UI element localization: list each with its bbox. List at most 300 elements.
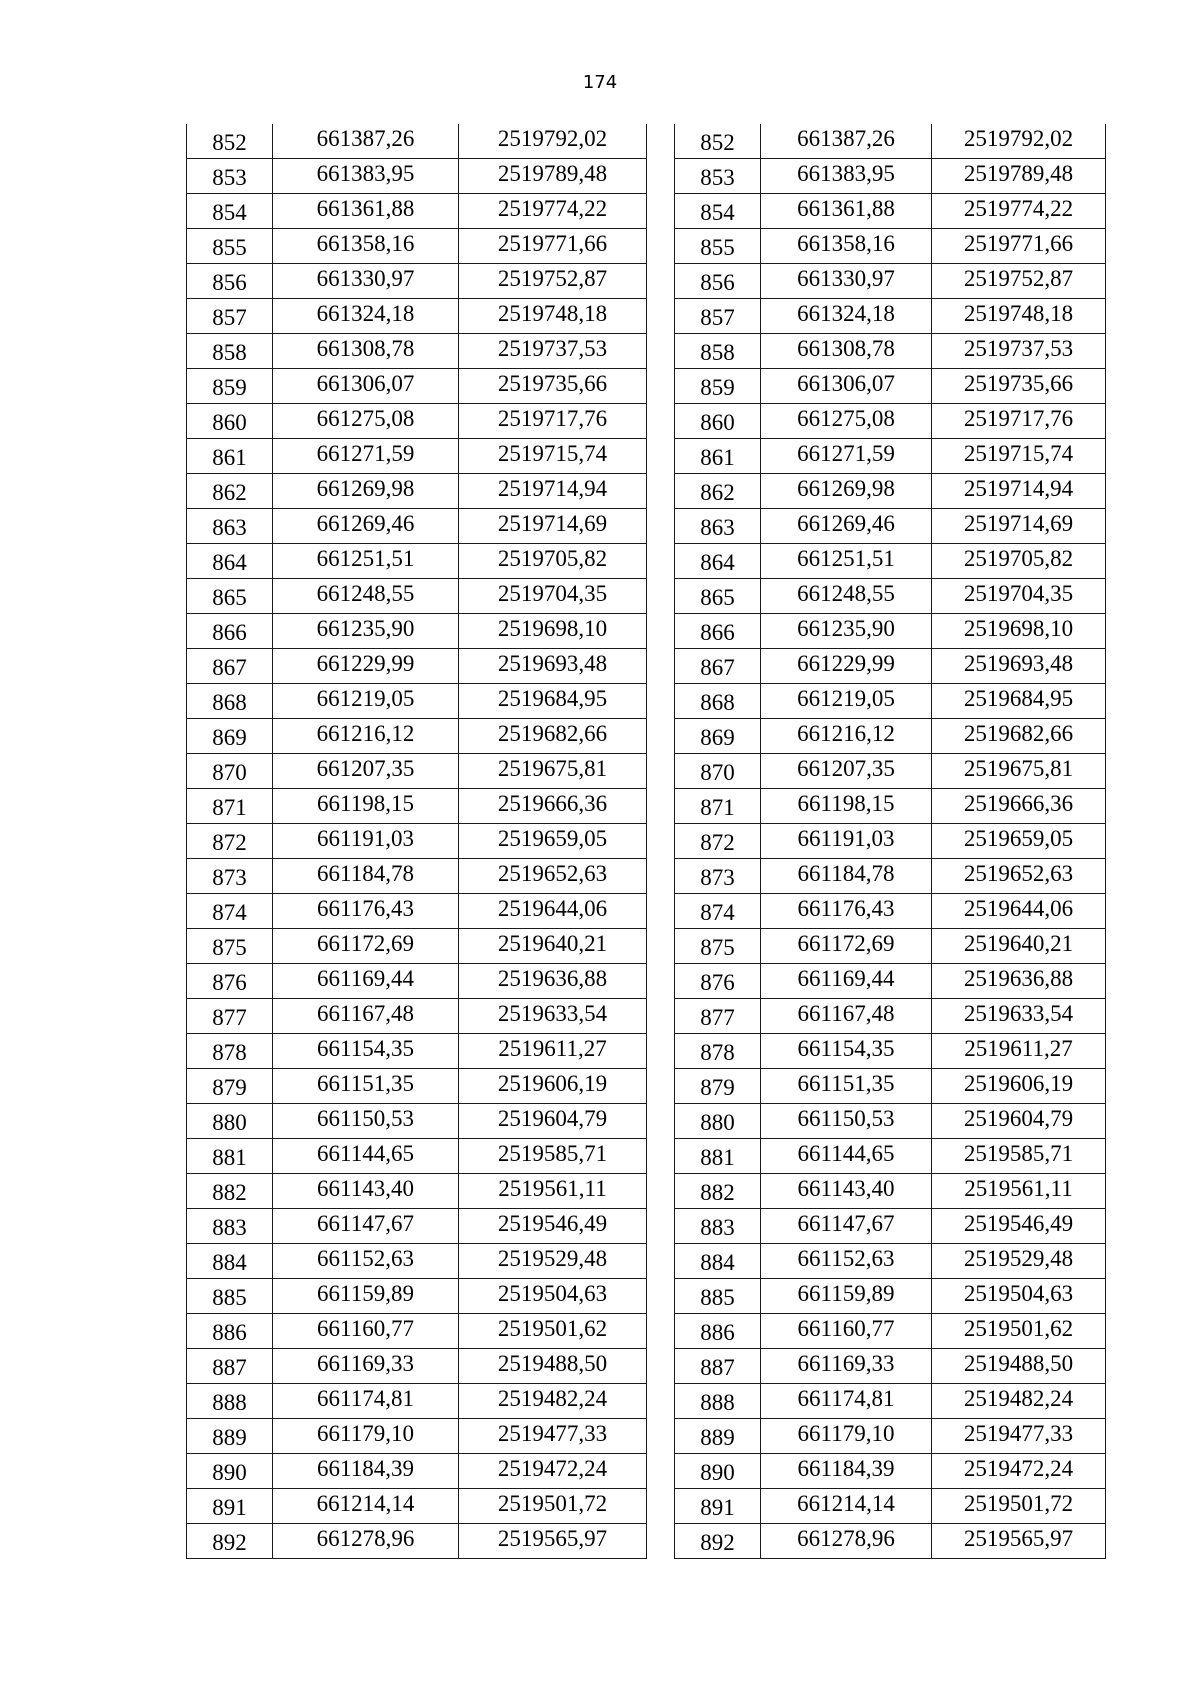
y-coordinate-cell: 2519504,63: [932, 1279, 1106, 1314]
table-body-left: [187, 124, 647, 1559]
y-coordinate-cell: 2519472,24: [459, 1454, 647, 1489]
table-row: [675, 579, 1106, 614]
point-number-cell: 872: [187, 824, 273, 859]
point-number-cell: 858: [187, 334, 273, 369]
table-row: [187, 894, 647, 929]
x-coordinate-cell: 661184,78: [761, 859, 932, 894]
table-row: [675, 1104, 1106, 1139]
point-number-cell: 859: [187, 369, 273, 404]
x-coordinate-cell: 661308,78: [761, 334, 932, 369]
y-coordinate-cell: 2519698,10: [932, 614, 1106, 649]
y-coordinate-cell: 2519659,05: [932, 824, 1106, 859]
x-coordinate-cell: 661229,99: [761, 649, 932, 684]
point-number-cell: 878: [675, 1034, 761, 1069]
x-coordinate-cell: 661235,90: [273, 614, 459, 649]
x-coordinate-cell: 661184,78: [273, 859, 459, 894]
y-coordinate-cell: 2519717,76: [932, 404, 1106, 439]
table-row: [187, 649, 647, 684]
y-coordinate-cell: 2519561,11: [459, 1174, 647, 1209]
table-row: [187, 229, 647, 264]
x-coordinate-cell: 661330,97: [761, 264, 932, 299]
table-row: [187, 1384, 647, 1419]
point-number-cell: 870: [675, 754, 761, 789]
x-coordinate-cell: 661214,14: [273, 1489, 459, 1524]
table-row: [675, 1034, 1106, 1069]
table-row: [675, 999, 1106, 1034]
point-number-cell: 874: [675, 894, 761, 929]
point-number-cell: 892: [675, 1524, 761, 1559]
x-coordinate-cell: 661251,51: [273, 544, 459, 579]
table-row: [187, 1314, 647, 1349]
point-number-cell: 871: [187, 789, 273, 824]
y-coordinate-cell: 2519565,97: [459, 1524, 647, 1559]
coordinates-table-left: [186, 124, 647, 1559]
table-row: [675, 649, 1106, 684]
y-coordinate-cell: 2519640,21: [459, 929, 647, 964]
x-coordinate-cell: 661216,12: [273, 719, 459, 754]
y-coordinate-cell: 2519698,10: [459, 614, 647, 649]
point-number-cell: 883: [187, 1209, 273, 1244]
x-coordinate-cell: 661269,98: [761, 474, 932, 509]
y-coordinate-cell: 2519640,21: [932, 929, 1106, 964]
point-number-cell: 885: [187, 1279, 273, 1314]
y-coordinate-cell: 2519611,27: [459, 1034, 647, 1069]
y-coordinate-cell: 2519789,48: [932, 159, 1106, 194]
point-number-cell: 860: [187, 404, 273, 439]
point-number-cell: 854: [187, 194, 273, 229]
table-row: [675, 1384, 1106, 1419]
y-coordinate-cell: 2519546,49: [459, 1209, 647, 1244]
y-coordinate-cell: 2519652,63: [459, 859, 647, 894]
x-coordinate-cell: 661176,43: [761, 894, 932, 929]
point-number-cell: 877: [187, 999, 273, 1034]
y-coordinate-cell: 2519565,97: [932, 1524, 1106, 1559]
x-coordinate-cell: 661184,39: [273, 1454, 459, 1489]
point-number-cell: 878: [187, 1034, 273, 1069]
point-number-cell: 861: [675, 439, 761, 474]
table-row: [187, 929, 647, 964]
table-row: [187, 369, 647, 404]
point-number-cell: 857: [675, 299, 761, 334]
x-coordinate-cell: 661269,98: [273, 474, 459, 509]
page-number: 174: [582, 72, 618, 93]
x-coordinate-cell: 661160,77: [273, 1314, 459, 1349]
x-coordinate-cell: 661151,35: [761, 1069, 932, 1104]
x-coordinate-cell: 661361,88: [761, 194, 932, 229]
x-coordinate-cell: 661278,96: [273, 1524, 459, 1559]
y-coordinate-cell: 2519714,94: [459, 474, 647, 509]
x-coordinate-cell: 661387,26: [273, 124, 459, 159]
y-coordinate-cell: 2519666,36: [459, 789, 647, 824]
table-row: [675, 299, 1106, 334]
x-coordinate-cell: 661154,35: [273, 1034, 459, 1069]
x-coordinate-cell: 661147,67: [761, 1209, 932, 1244]
y-coordinate-cell: 2519606,19: [459, 1069, 647, 1104]
table-row: [675, 194, 1106, 229]
point-number-cell: 887: [187, 1349, 273, 1384]
y-coordinate-cell: 2519714,69: [459, 509, 647, 544]
point-number-cell: 887: [675, 1349, 761, 1384]
x-coordinate-cell: 661235,90: [761, 614, 932, 649]
point-number-cell: 852: [675, 124, 761, 159]
y-coordinate-cell: 2519482,24: [459, 1384, 647, 1419]
x-coordinate-cell: 661275,08: [273, 404, 459, 439]
y-coordinate-cell: 2519585,71: [459, 1139, 647, 1174]
point-number-cell: 872: [675, 824, 761, 859]
point-number-cell: 888: [187, 1384, 273, 1419]
table-row: [187, 754, 647, 789]
x-coordinate-cell: 661207,35: [273, 754, 459, 789]
table-row: [675, 159, 1106, 194]
x-coordinate-cell: 661271,59: [273, 439, 459, 474]
table-row: [675, 964, 1106, 999]
point-number-cell: 857: [187, 299, 273, 334]
x-coordinate-cell: 661383,95: [761, 159, 932, 194]
table-row: [187, 334, 647, 369]
y-coordinate-cell: 2519546,49: [932, 1209, 1106, 1244]
table-row: [187, 1279, 647, 1314]
point-number-cell: 858: [675, 334, 761, 369]
x-coordinate-cell: 661198,15: [273, 789, 459, 824]
x-coordinate-cell: 661151,35: [273, 1069, 459, 1104]
y-coordinate-cell: 2519529,48: [459, 1244, 647, 1279]
point-number-cell: 868: [675, 684, 761, 719]
y-coordinate-cell: 2519472,24: [932, 1454, 1106, 1489]
point-number-cell: 862: [187, 474, 273, 509]
table-row: [675, 929, 1106, 964]
y-coordinate-cell: 2519504,63: [459, 1279, 647, 1314]
table-row: [187, 544, 647, 579]
y-coordinate-cell: 2519792,02: [459, 124, 647, 159]
x-coordinate-cell: 661308,78: [273, 334, 459, 369]
point-number-cell: 877: [675, 999, 761, 1034]
point-number-cell: 884: [675, 1244, 761, 1279]
x-coordinate-cell: 661248,55: [761, 579, 932, 614]
point-number-cell: 855: [675, 229, 761, 264]
table-row: [675, 1419, 1106, 1454]
point-number-cell: 876: [675, 964, 761, 999]
y-coordinate-cell: 2519693,48: [459, 649, 647, 684]
point-number-cell: 875: [675, 929, 761, 964]
point-number-cell: 862: [675, 474, 761, 509]
y-coordinate-cell: 2519529,48: [932, 1244, 1106, 1279]
point-number-cell: 888: [675, 1384, 761, 1419]
y-coordinate-cell: 2519748,18: [459, 299, 647, 334]
table-row: [675, 1174, 1106, 1209]
x-coordinate-cell: 661269,46: [273, 509, 459, 544]
table-row: [675, 509, 1106, 544]
table-row: [187, 579, 647, 614]
x-coordinate-cell: 661191,03: [761, 824, 932, 859]
y-coordinate-cell: 2519488,50: [932, 1349, 1106, 1384]
x-coordinate-cell: 661383,95: [273, 159, 459, 194]
point-number-cell: 880: [675, 1104, 761, 1139]
table-row: [187, 439, 647, 474]
x-coordinate-cell: 661179,10: [761, 1419, 932, 1454]
table-row: [675, 369, 1106, 404]
point-number-cell: 873: [675, 859, 761, 894]
y-coordinate-cell: 2519748,18: [932, 299, 1106, 334]
y-coordinate-cell: 2519675,81: [932, 754, 1106, 789]
x-coordinate-cell: 661144,65: [273, 1139, 459, 1174]
y-coordinate-cell: 2519682,66: [932, 719, 1106, 754]
x-coordinate-cell: 661174,81: [273, 1384, 459, 1419]
point-number-cell: 882: [187, 1174, 273, 1209]
table-row: [187, 474, 647, 509]
y-coordinate-cell: 2519666,36: [932, 789, 1106, 824]
y-coordinate-cell: 2519659,05: [459, 824, 647, 859]
y-coordinate-cell: 2519606,19: [932, 1069, 1106, 1104]
y-coordinate-cell: 2519774,22: [932, 194, 1106, 229]
y-coordinate-cell: 2519611,27: [932, 1034, 1106, 1069]
table-row: [187, 1104, 647, 1139]
x-coordinate-cell: 661143,40: [761, 1174, 932, 1209]
x-coordinate-cell: 661169,44: [273, 964, 459, 999]
table-row: [187, 1419, 647, 1454]
point-number-cell: 868: [187, 684, 273, 719]
table-row: [187, 299, 647, 334]
point-number-cell: 890: [675, 1454, 761, 1489]
table-row: [187, 1244, 647, 1279]
table-row: [675, 1069, 1106, 1104]
table-row: [675, 124, 1106, 159]
point-number-cell: 879: [187, 1069, 273, 1104]
table-row: [187, 1034, 647, 1069]
table-row: [187, 684, 647, 719]
x-coordinate-cell: 661147,67: [273, 1209, 459, 1244]
table-row: [675, 1139, 1106, 1174]
point-number-cell: 884: [187, 1244, 273, 1279]
x-coordinate-cell: 661229,99: [273, 649, 459, 684]
x-coordinate-cell: 661159,89: [273, 1279, 459, 1314]
point-number-cell: 864: [187, 544, 273, 579]
table-row: [187, 1209, 647, 1244]
point-number-cell: 852: [187, 124, 273, 159]
table-row: [675, 859, 1106, 894]
point-number-cell: 865: [675, 579, 761, 614]
x-coordinate-cell: 661219,05: [273, 684, 459, 719]
y-coordinate-cell: 2519717,76: [459, 404, 647, 439]
x-coordinate-cell: 661191,03: [273, 824, 459, 859]
point-number-cell: 859: [675, 369, 761, 404]
y-coordinate-cell: 2519735,66: [932, 369, 1106, 404]
y-coordinate-cell: 2519636,88: [459, 964, 647, 999]
y-coordinate-cell: 2519774,22: [459, 194, 647, 229]
y-coordinate-cell: 2519644,06: [932, 894, 1106, 929]
x-coordinate-cell: 661167,48: [273, 999, 459, 1034]
table-row: [675, 474, 1106, 509]
y-coordinate-cell: 2519789,48: [459, 159, 647, 194]
point-number-cell: 853: [187, 159, 273, 194]
y-coordinate-cell: 2519501,62: [459, 1314, 647, 1349]
coordinates-table-right: [674, 124, 1106, 1559]
y-coordinate-cell: 2519501,72: [459, 1489, 647, 1524]
x-coordinate-cell: 661251,51: [761, 544, 932, 579]
x-coordinate-cell: 661361,88: [273, 194, 459, 229]
y-coordinate-cell: 2519636,88: [932, 964, 1106, 999]
point-number-cell: 886: [187, 1314, 273, 1349]
point-number-cell: 864: [675, 544, 761, 579]
y-coordinate-cell: 2519715,74: [932, 439, 1106, 474]
x-coordinate-cell: 661198,15: [761, 789, 932, 824]
point-number-cell: 889: [675, 1419, 761, 1454]
table-row: [675, 1524, 1106, 1559]
y-coordinate-cell: 2519737,53: [932, 334, 1106, 369]
y-coordinate-cell: 2519752,87: [459, 264, 647, 299]
point-number-cell: 880: [187, 1104, 273, 1139]
table-row: [675, 824, 1106, 859]
table-row: [187, 264, 647, 299]
point-number-cell: 873: [187, 859, 273, 894]
x-coordinate-cell: 661152,63: [761, 1244, 932, 1279]
x-coordinate-cell: 661214,14: [761, 1489, 932, 1524]
point-number-cell: 889: [187, 1419, 273, 1454]
point-number-cell: 867: [675, 649, 761, 684]
y-coordinate-cell: 2519477,33: [459, 1419, 647, 1454]
table-row: [675, 544, 1106, 579]
x-coordinate-cell: 661387,26: [761, 124, 932, 159]
x-coordinate-cell: 661169,33: [761, 1349, 932, 1384]
x-coordinate-cell: 661278,96: [761, 1524, 932, 1559]
point-number-cell: 853: [675, 159, 761, 194]
point-number-cell: 886: [675, 1314, 761, 1349]
table-row: [187, 1349, 647, 1384]
y-coordinate-cell: 2519675,81: [459, 754, 647, 789]
table-row: [675, 404, 1106, 439]
x-coordinate-cell: 661144,65: [761, 1139, 932, 1174]
point-number-cell: 855: [187, 229, 273, 264]
y-coordinate-cell: 2519501,62: [932, 1314, 1106, 1349]
point-number-cell: 867: [187, 649, 273, 684]
y-coordinate-cell: 2519704,35: [932, 579, 1106, 614]
table-row: [675, 614, 1106, 649]
table-row: [675, 754, 1106, 789]
y-coordinate-cell: 2519561,11: [932, 1174, 1106, 1209]
table-row: [187, 194, 647, 229]
y-coordinate-cell: 2519482,24: [932, 1384, 1106, 1419]
x-coordinate-cell: 661216,12: [761, 719, 932, 754]
point-number-cell: 882: [675, 1174, 761, 1209]
x-coordinate-cell: 661176,43: [273, 894, 459, 929]
point-number-cell: 871: [675, 789, 761, 824]
x-coordinate-cell: 661306,07: [273, 369, 459, 404]
x-coordinate-cell: 661330,97: [273, 264, 459, 299]
y-coordinate-cell: 2519771,66: [932, 229, 1106, 264]
point-number-cell: 879: [675, 1069, 761, 1104]
y-coordinate-cell: 2519682,66: [459, 719, 647, 754]
table-row: [187, 1174, 647, 1209]
y-coordinate-cell: 2519714,69: [932, 509, 1106, 544]
point-number-cell: 856: [187, 264, 273, 299]
point-number-cell: 863: [187, 509, 273, 544]
y-coordinate-cell: 2519604,79: [932, 1104, 1106, 1139]
point-number-cell: 861: [187, 439, 273, 474]
y-coordinate-cell: 2519488,50: [459, 1349, 647, 1384]
x-coordinate-cell: 661269,46: [761, 509, 932, 544]
point-number-cell: 870: [187, 754, 273, 789]
table-row: [675, 1314, 1106, 1349]
point-number-cell: 881: [675, 1139, 761, 1174]
point-number-cell: 865: [187, 579, 273, 614]
table-row: [675, 1349, 1106, 1384]
point-number-cell: 881: [187, 1139, 273, 1174]
table-row: [187, 1139, 647, 1174]
y-coordinate-cell: 2519792,02: [932, 124, 1106, 159]
table-row: [187, 789, 647, 824]
point-number-cell: 869: [675, 719, 761, 754]
x-coordinate-cell: 661160,77: [761, 1314, 932, 1349]
y-coordinate-cell: 2519477,33: [932, 1419, 1106, 1454]
point-number-cell: 883: [675, 1209, 761, 1244]
point-number-cell: 891: [187, 1489, 273, 1524]
x-coordinate-cell: 661169,33: [273, 1349, 459, 1384]
x-coordinate-cell: 661306,07: [761, 369, 932, 404]
y-coordinate-cell: 2519705,82: [459, 544, 647, 579]
table-row: [187, 1489, 647, 1524]
table-row: [675, 719, 1106, 754]
table-row: [675, 334, 1106, 369]
y-coordinate-cell: 2519735,66: [459, 369, 647, 404]
x-coordinate-cell: 661169,44: [761, 964, 932, 999]
y-coordinate-cell: 2519501,72: [932, 1489, 1106, 1524]
point-number-cell: 892: [187, 1524, 273, 1559]
table-row: [675, 264, 1106, 299]
x-coordinate-cell: 661150,53: [273, 1104, 459, 1139]
table-row: [187, 614, 647, 649]
point-number-cell: 863: [675, 509, 761, 544]
y-coordinate-cell: 2519644,06: [459, 894, 647, 929]
y-coordinate-cell: 2519771,66: [459, 229, 647, 264]
point-number-cell: 875: [187, 929, 273, 964]
table-row: [675, 1454, 1106, 1489]
point-number-cell: 891: [675, 1489, 761, 1524]
x-coordinate-cell: 661143,40: [273, 1174, 459, 1209]
table-row: [187, 404, 647, 439]
table-row: [675, 229, 1106, 264]
x-coordinate-cell: 661172,69: [761, 929, 932, 964]
point-number-cell: 885: [675, 1279, 761, 1314]
point-number-cell: 856: [675, 264, 761, 299]
point-number-cell: 854: [675, 194, 761, 229]
table-row: [187, 859, 647, 894]
y-coordinate-cell: 2519633,54: [459, 999, 647, 1034]
point-number-cell: 860: [675, 404, 761, 439]
point-number-cell: 890: [187, 1454, 273, 1489]
y-coordinate-cell: 2519737,53: [459, 334, 647, 369]
point-number-cell: 869: [187, 719, 273, 754]
table-row: [675, 894, 1106, 929]
x-coordinate-cell: 661154,35: [761, 1034, 932, 1069]
y-coordinate-cell: 2519704,35: [459, 579, 647, 614]
y-coordinate-cell: 2519752,87: [932, 264, 1106, 299]
x-coordinate-cell: 661275,08: [761, 404, 932, 439]
table-row: [675, 684, 1106, 719]
point-number-cell: 874: [187, 894, 273, 929]
y-coordinate-cell: 2519604,79: [459, 1104, 647, 1139]
x-coordinate-cell: 661159,89: [761, 1279, 932, 1314]
table-row: [675, 1279, 1106, 1314]
x-coordinate-cell: 661174,81: [761, 1384, 932, 1419]
x-coordinate-cell: 661172,69: [273, 929, 459, 964]
y-coordinate-cell: 2519705,82: [932, 544, 1106, 579]
x-coordinate-cell: 661324,18: [273, 299, 459, 334]
table-row: [187, 999, 647, 1034]
table-row: [187, 1069, 647, 1104]
table-row: [675, 1244, 1106, 1279]
table-row: [187, 509, 647, 544]
y-coordinate-cell: 2519715,74: [459, 439, 647, 474]
y-coordinate-cell: 2519652,63: [932, 859, 1106, 894]
